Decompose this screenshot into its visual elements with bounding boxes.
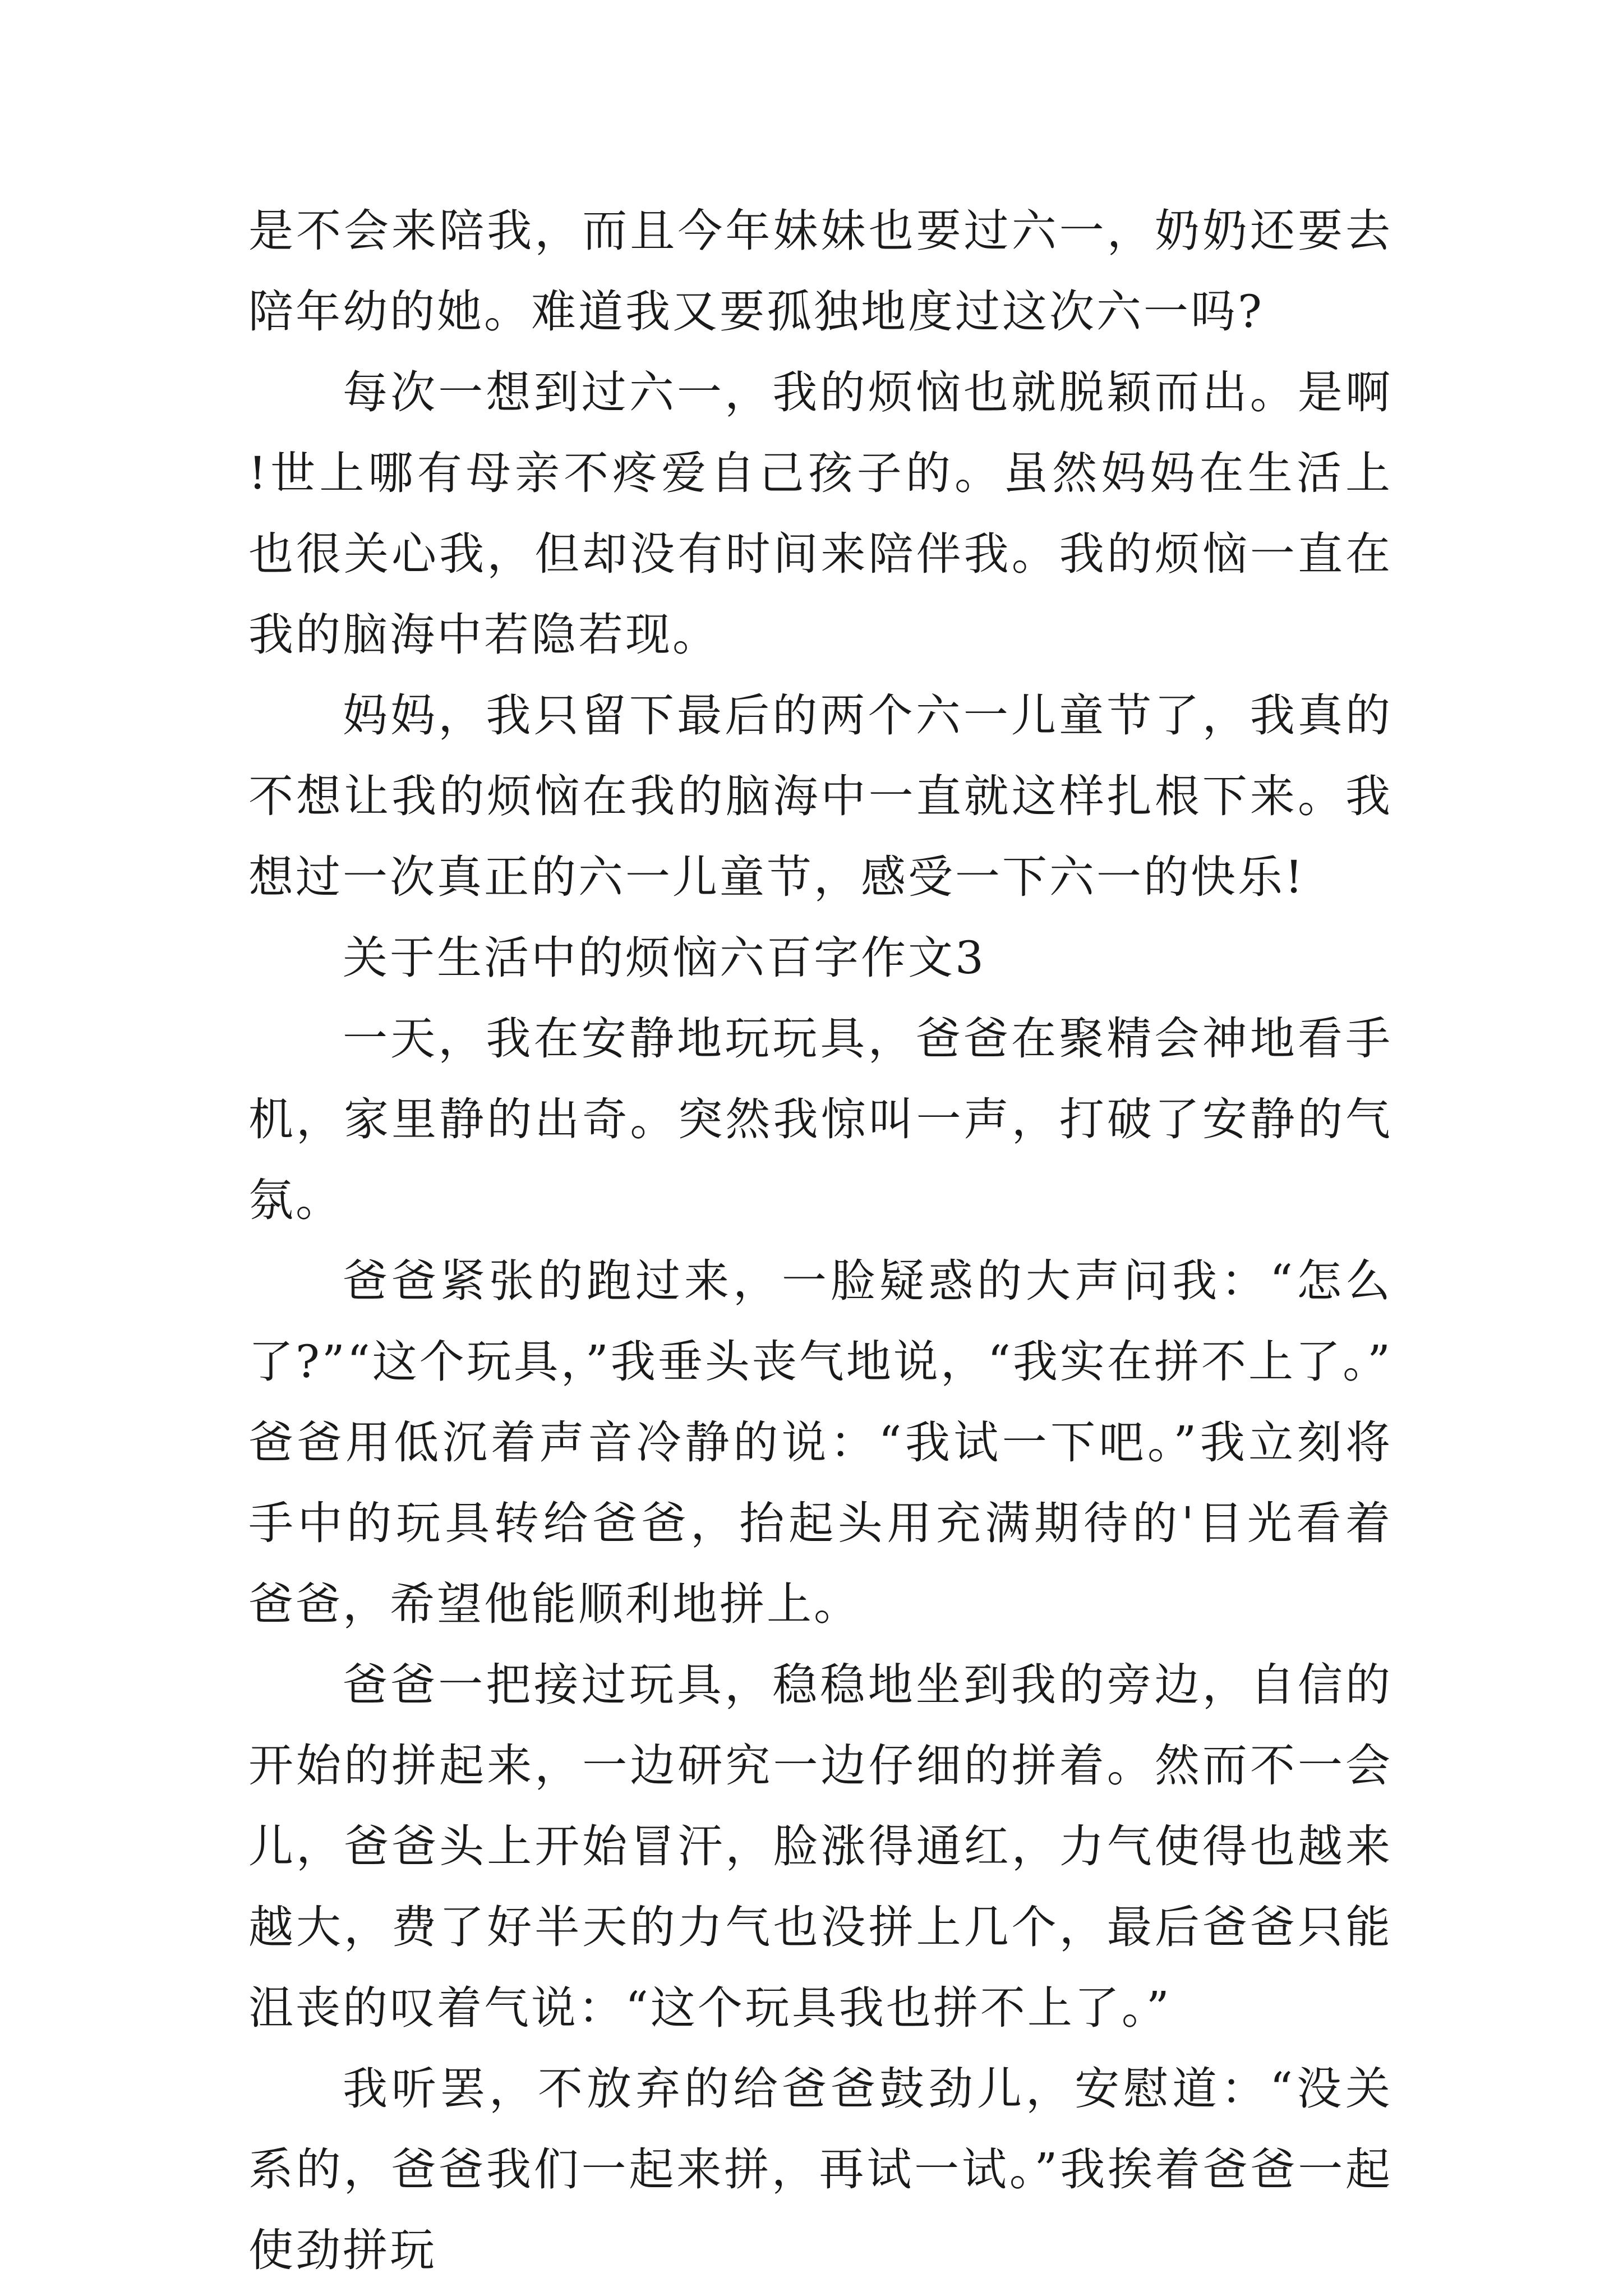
paragraph: 一天，我在安静地玩玩具，爸爸在聚精会神地看手机，家里静的出奇。突然我惊叫一声，打破了安静的气氛。 — [248, 1013, 1393, 1226]
section-heading: 关于生活中的烦恼六百字作文3 — [343, 932, 986, 984]
paragraph: 我听罢，不放弃的给爸爸鼓劲儿，安慰道：“没关系的，爸爸我们一起来拼，再试一试。”我挨着爸爸一起使劲拼玩 — [248, 2063, 1393, 2276]
paragraph: 是不会来陪我，而且今年妹妹也要过六一，奶奶还要去陪年幼的她。难道我又要孤独地度过这次六一吗? — [248, 205, 1393, 338]
paragraph: 爸爸一把接过玩具，稳稳地坐到我的旁边，自信的开始的拼起来，一边研究一边仔细的拼着。然而不一会儿，爸爸头上开始冒汗，脸涨得通红，力气使得也越来越大，费了好半天的力气也没拼上几个，最后爸爸只能沮丧的叹着气说：“这个玩具我也拼不上了。” — [248, 1659, 1393, 2034]
paragraph: 妈妈，我只留下最后的两个六一儿童节了，我真的不想让我的烦恼在我的脑海中一直就这样扎根下来。我想过一次真正的六一儿童节，感受一下六一的快乐! — [248, 689, 1393, 903]
paragraph: 爸爸紧张的跑过来，一脸疑惑的大声问我：“怎么了?”“这个玩具，”我垂头丧气地说，“我实在拼不上了。”爸爸用低沉着声音冷静的说：“我试一下吧。”我立刻将手中的玩具转给爸爸，抬起头用充满期待的'目光看着爸爸，希望他能顺利地拼上。 — [248, 1255, 1393, 1630]
paragraph: 每次一想到过六一，我的烦恼也就脱颖而出。是啊!世上哪有母亲不疼爱自己孩子的。虽然妈妈在生活上也很关心我，但却没有时间来陪伴我。我的烦恼一直在我的脑海中若隐若现。 — [248, 366, 1393, 661]
document-body — [248, 191, 1393, 2291]
